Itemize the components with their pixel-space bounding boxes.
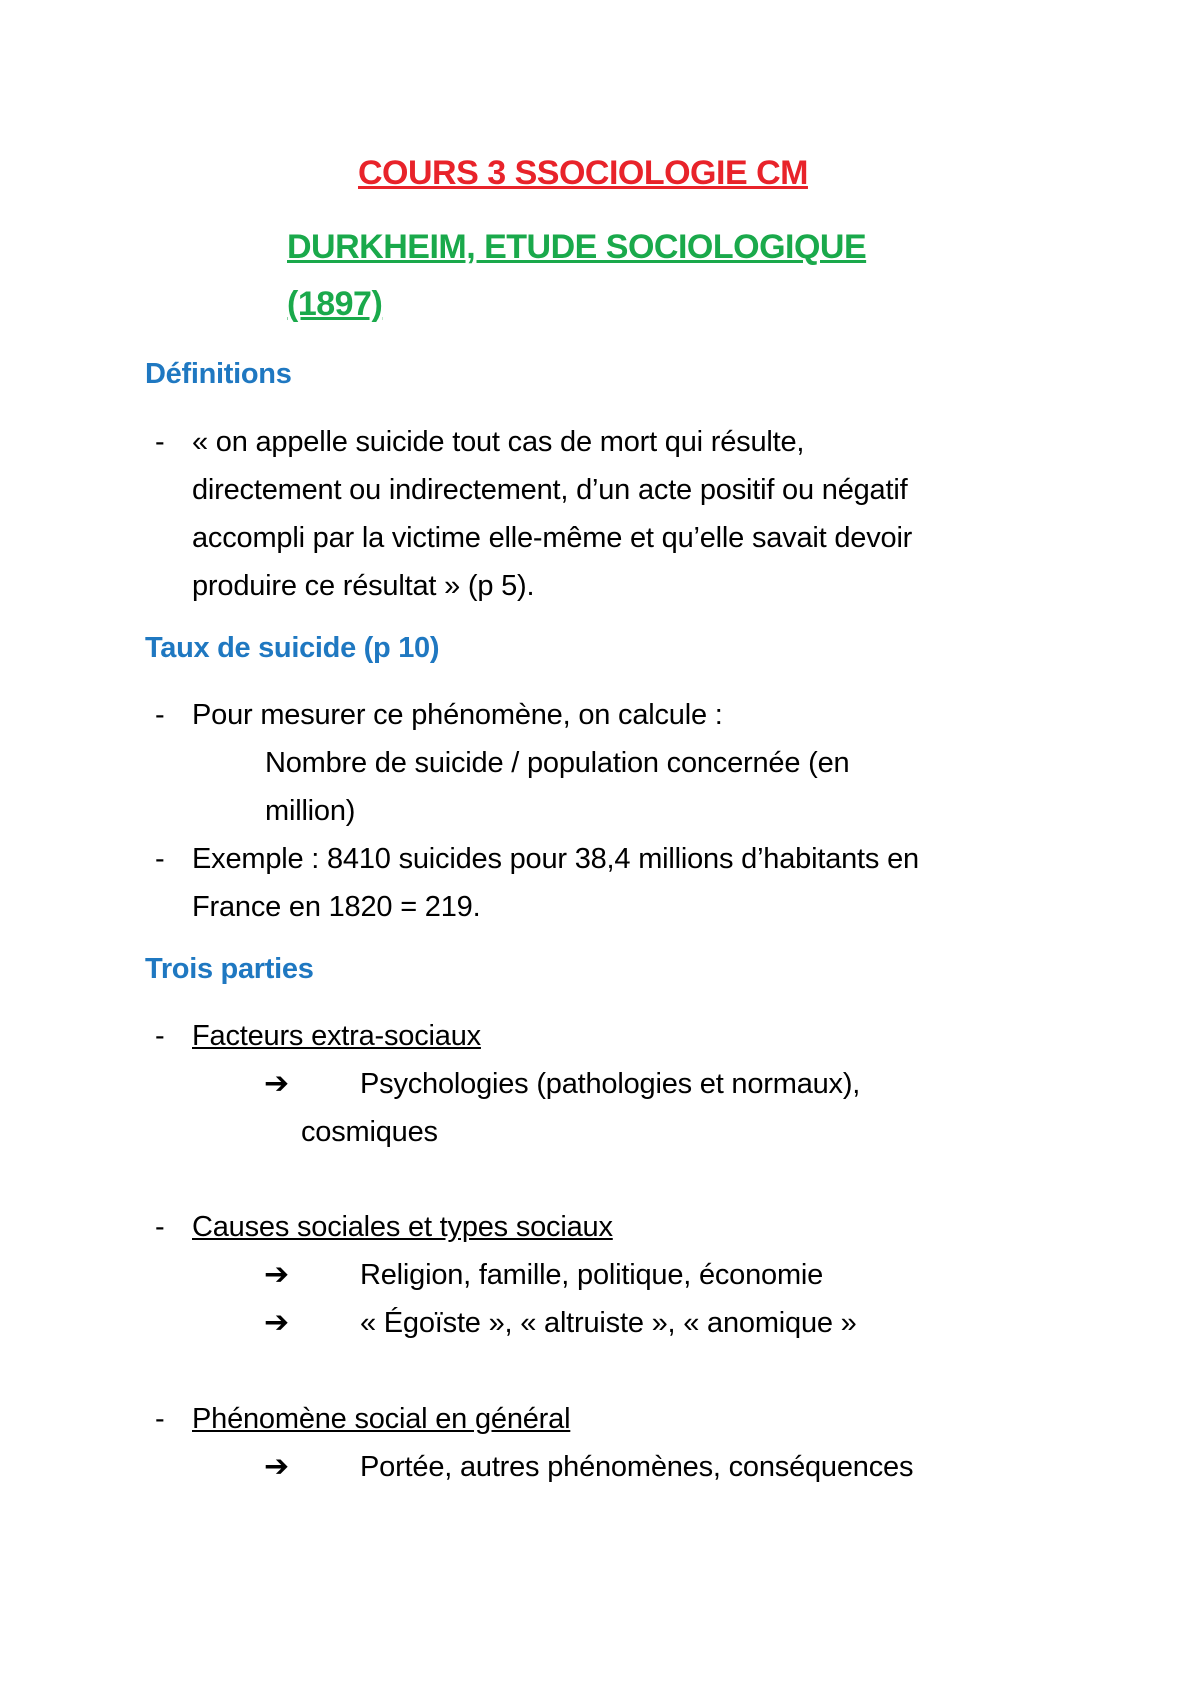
arrow-icon: ➔ [264, 1306, 290, 1339]
definition-line-1: « on appelle suicide tout cas de mort qui résulte, [192, 426, 805, 458]
heading-definitions: Définitions [145, 358, 292, 390]
bullet-dash: - [155, 843, 165, 875]
subtitle-line-2: (1897) [287, 285, 383, 323]
example-line-1: Exemple : 8410 suicides pour 38,4 millions d’habitants en [192, 843, 919, 875]
taux-bullet-1: Pour mesurer ce phénomène, on calcule : [192, 699, 723, 731]
bullet-dash: - [155, 1020, 165, 1052]
definition-line-4: produire ce résultat » (p 5). [192, 570, 535, 602]
bullet-dash: - [155, 1211, 165, 1243]
part-1-sub-1: Psychologies (pathologies et normaux), [360, 1068, 861, 1100]
formula-line-2: million) [265, 795, 356, 827]
bullet-dash: - [155, 699, 165, 731]
bullet-dash: - [155, 1403, 165, 1435]
heading-taux-de-suicide: Taux de suicide (p 10) [145, 632, 440, 664]
arrow-icon: ➔ [264, 1067, 290, 1100]
definition-line-3: accompli par la victime elle-même et qu’elle savait devoir [192, 522, 913, 554]
part-2-label: Causes sociales et types sociaux [192, 1211, 613, 1243]
definition-line-2: directement ou indirectement, d’un acte positif ou négatif [192, 474, 908, 506]
part-2-sub-1: Religion, famille, politique, économie [360, 1259, 824, 1291]
part-2-sub-2: « Égoïste », « altruiste », « anomique » [360, 1307, 857, 1339]
example-line-2: France en 1820 = 219. [192, 891, 481, 923]
formula-line-1: Nombre de suicide / population concernée (en [265, 747, 850, 779]
part-1-label: Facteurs extra-sociaux [192, 1020, 481, 1052]
part-3-sub-1: Portée, autres phénomènes, conséquences [360, 1451, 914, 1483]
heading-trois-parties: Trois parties [145, 953, 314, 985]
bullet-dash: - [155, 426, 165, 458]
part-3-label: Phénomène social en général [192, 1403, 571, 1435]
arrow-icon: ➔ [264, 1450, 290, 1483]
arrow-icon: ➔ [264, 1258, 290, 1291]
document-title: COURS 3 SSOCIOLOGIE CM [358, 154, 808, 192]
subtitle-line-1: DURKHEIM, ETUDE SOCIOLOGIQUE [287, 228, 867, 266]
part-1-continuation: cosmiques [301, 1116, 438, 1148]
